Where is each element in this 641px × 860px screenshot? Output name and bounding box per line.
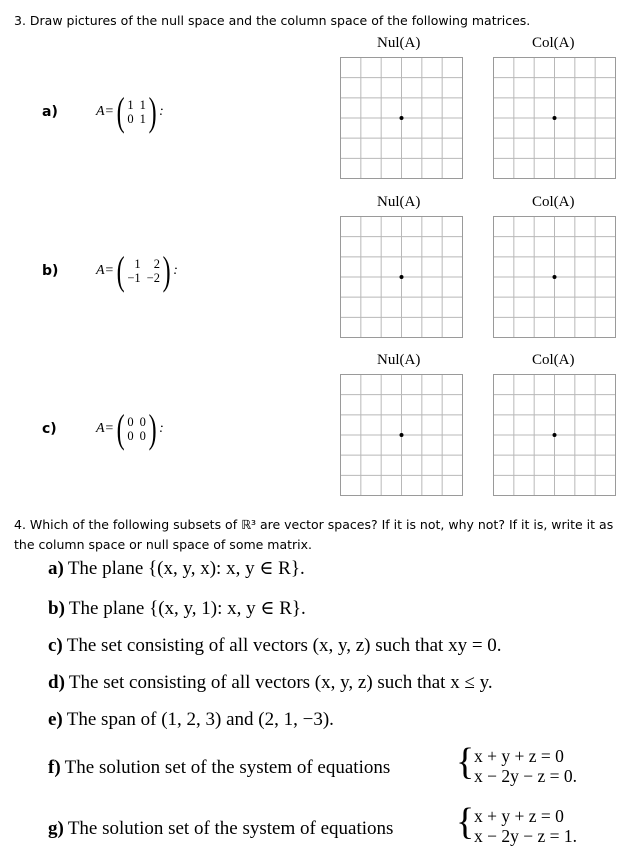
matrix-c-lhs: A= bbox=[96, 421, 114, 436]
q4-item-c bbox=[48, 635, 502, 657]
q4-item-f bbox=[48, 757, 390, 779]
matrix-a bbox=[96, 89, 164, 134]
q4-item-label: a) bbox=[48, 558, 64, 579]
q4-item-label: c) bbox=[48, 635, 63, 656]
part-b-label: b) bbox=[42, 263, 59, 279]
q4-item-text: The plane {(x, y, x): x, y ∈ R}. bbox=[67, 558, 305, 579]
origin-dot bbox=[400, 433, 404, 437]
matrix-b-lhs: A= bbox=[96, 263, 114, 278]
part-c-label: c) bbox=[42, 421, 57, 437]
q4-item-text: The span of (1, 2, 3) and (2, 1, −3). bbox=[66, 709, 334, 730]
col-header-a: Col(A) bbox=[532, 35, 575, 51]
origin-dot bbox=[400, 275, 404, 279]
col-header-c: Col(A) bbox=[532, 352, 575, 368]
nul-grid-c[interactable] bbox=[340, 374, 463, 496]
q4-item-label: d) bbox=[48, 672, 65, 693]
col-grid-a[interactable] bbox=[493, 57, 616, 179]
q4-item-label: g) bbox=[48, 818, 64, 839]
matrix-a-cell: 1 bbox=[127, 98, 134, 112]
equations-f bbox=[474, 746, 577, 786]
matrix-b bbox=[96, 248, 178, 293]
matrix-c-colon: : bbox=[159, 421, 164, 436]
q4-item-d bbox=[48, 672, 493, 694]
origin-dot bbox=[400, 116, 404, 120]
matrix-a-cell: 1 bbox=[139, 98, 146, 112]
q4-item-label: e) bbox=[48, 709, 63, 730]
matrix-a-lhs: A= bbox=[96, 104, 114, 119]
nul-header-c: Nul(A) bbox=[377, 352, 421, 368]
nul-grid-a[interactable] bbox=[340, 57, 463, 179]
nul-header-b: Nul(A) bbox=[377, 194, 421, 210]
origin-dot bbox=[553, 275, 557, 279]
matrix-c bbox=[96, 406, 164, 451]
question-3-prompt: 3. Draw pictures of the null space and the column space of the following matrices. bbox=[14, 13, 531, 28]
question-4-prompt: 4. Which of the following subsets of ℝ³ are vector spaces? If it is not, why not? If it is, write it as the column space or null space of some matrix. bbox=[14, 517, 614, 552]
matrix-b-cell: 1 bbox=[134, 257, 141, 271]
left-paren: ( bbox=[116, 406, 125, 451]
q4-item-text: The set consisting of all vectors (x, y, z) such that xy = 0. bbox=[66, 635, 502, 656]
origin-dot bbox=[553, 433, 557, 437]
equation-f-2: x − 2y − z = 0. bbox=[474, 766, 578, 786]
q4-item-text: The solution set of the system of equations bbox=[67, 818, 394, 839]
right-paren: ) bbox=[148, 89, 157, 134]
q4-item-text: The solution set of the system of equations bbox=[64, 757, 391, 778]
matrix-a-cell: 0 bbox=[127, 112, 134, 126]
q4-item-e bbox=[48, 709, 334, 731]
nul-grid-b[interactable] bbox=[340, 216, 463, 338]
col-grid-b[interactable] bbox=[493, 216, 616, 338]
brace-g: { bbox=[456, 801, 475, 843]
left-paren: ( bbox=[116, 248, 125, 293]
equation-g-1: x + y + z = 0 bbox=[474, 806, 564, 826]
left-paren: ( bbox=[116, 89, 125, 134]
nul-header-a: Nul(A) bbox=[377, 35, 421, 51]
q4-item-a bbox=[48, 557, 305, 580]
right-paren: ) bbox=[148, 406, 157, 451]
origin-dot bbox=[553, 116, 557, 120]
equation-f-1: x + y + z = 0 bbox=[474, 746, 564, 766]
matrix-c-cell: 0 bbox=[127, 429, 134, 443]
matrix-c-cell: 0 bbox=[139, 429, 146, 443]
q4-item-b bbox=[48, 597, 306, 620]
equation-g-2: x − 2y − z = 1. bbox=[474, 826, 578, 846]
matrix-a-cell: 1 bbox=[139, 112, 146, 126]
col-grid-c[interactable] bbox=[493, 374, 616, 496]
q4-item-text: The plane {(x, y, 1): x, y ∈ R}. bbox=[68, 598, 306, 619]
matrix-b-cell: 2 bbox=[153, 257, 160, 271]
brace-f: { bbox=[456, 741, 475, 783]
matrix-b-cell: −2 bbox=[146, 271, 160, 285]
q4-item-label: b) bbox=[48, 598, 65, 619]
matrix-c-cell: 0 bbox=[127, 415, 134, 429]
q4-item-label: f) bbox=[48, 757, 61, 778]
equations-g bbox=[474, 806, 577, 846]
q4-item-g bbox=[48, 818, 393, 840]
col-header-b: Col(A) bbox=[532, 194, 575, 210]
matrix-c-cell: 0 bbox=[139, 415, 146, 429]
q4-item-text: The set consisting of all vectors (x, y, z) such that x ≤ y. bbox=[68, 672, 493, 693]
matrix-b-colon: : bbox=[173, 263, 178, 278]
part-a-label: a) bbox=[42, 104, 58, 120]
right-paren: ) bbox=[162, 248, 171, 293]
matrix-a-colon: : bbox=[159, 104, 164, 119]
matrix-b-cell: −1 bbox=[127, 271, 141, 285]
